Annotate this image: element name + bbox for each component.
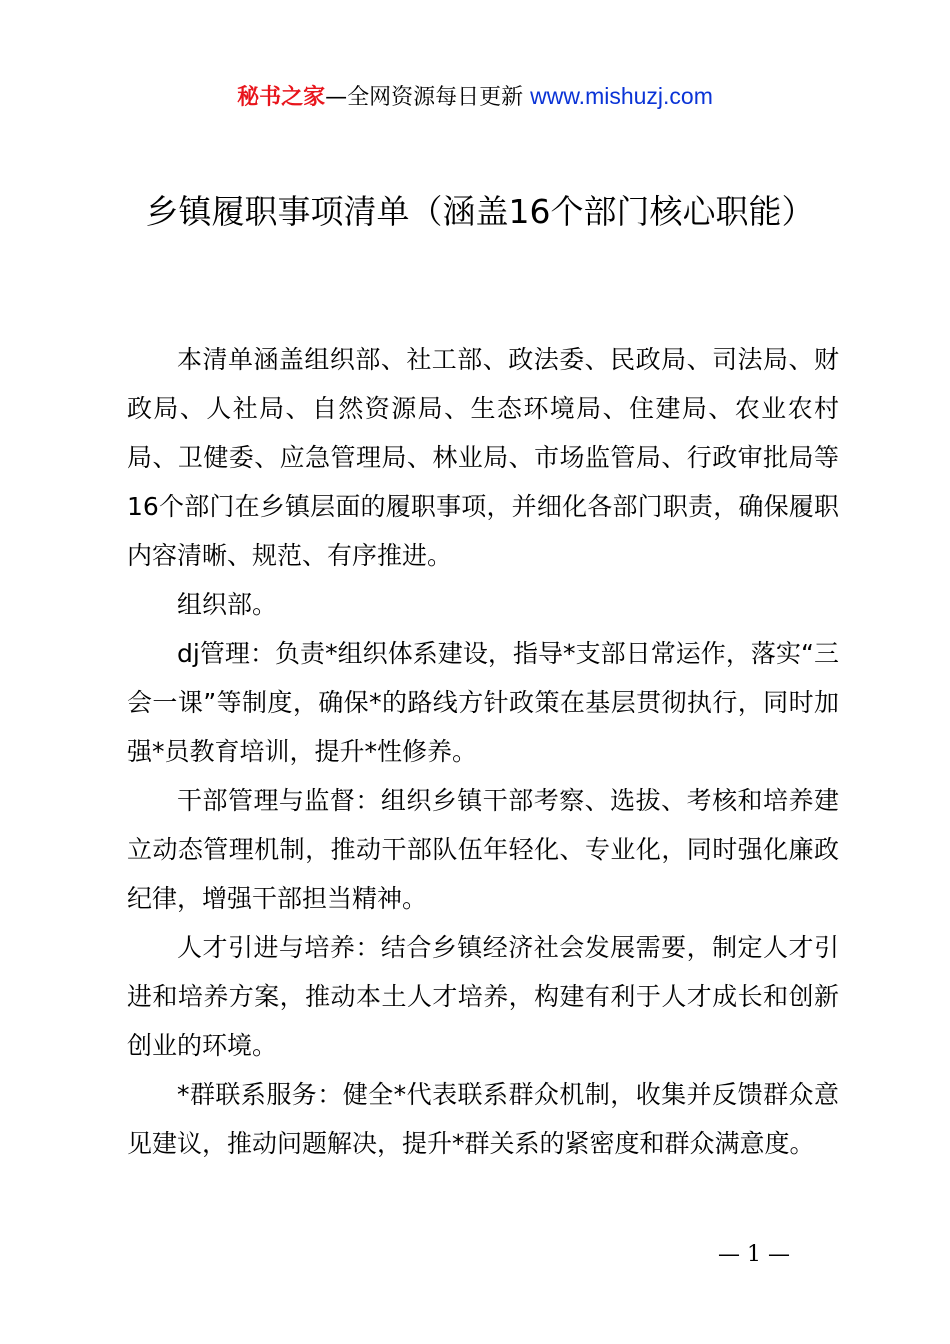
paragraph-mass-liaison: *群联系服务：健全*代表联系群众机制，收集并反馈群众意见建议，推动问题解决，提升*群关系的紧密度和群众满意度。 (127, 1080, 839, 1158)
brand-tagline: —全网资源每日更新 (325, 85, 524, 110)
intro-paragraph: 本清单涵盖组织部、社工部、政法委、民政局、司法局、财政局、人社局、自然资源局、生态环境局、住建局、农业农村局、卫健委、应急管理局、林业局、市场监管局、行政审批局等16个部门在乡镇层面的履职事项，并细化各部门职责，确保履职内容清晰、规范、有序推进。 (127, 345, 839, 570)
page-number: — 1 — (718, 1242, 790, 1267)
brand-name: 秘书之家 (237, 85, 326, 110)
site-url-link[interactable]: www.mishuzj.com (530, 83, 713, 109)
document-body (127, 335, 839, 1168)
paragraph-talent-recruitment: 人才引进与培养：结合乡镇经济社会发展需要，制定人才引进和培养方案，推动本土人才培养，构建有利于人才成长和创新创业的环境。 (127, 933, 839, 1060)
section-heading-organization-dept: 组织部。 (177, 590, 278, 619)
header-banner (0, 80, 950, 114)
paragraph-cadre-management: 干部管理与监督：组织乡镇干部考察、选拔、考核和培养建立动态管理机制，推动干部队伍年轻化、专业化，同时强化廉政纪律，增强干部担当精神。 (127, 786, 839, 913)
paragraph-party-management: dj管理：负责*组织体系建设，指导*支部日常运作，落实“三会一课”等制度，确保*的路线方针政策在基层贯彻执行，同时加强*员教育培训，提升*性修养。 (127, 639, 839, 766)
document-title: 乡镇履职事项清单（涵盖16个部门核心职能） (145, 192, 815, 231)
